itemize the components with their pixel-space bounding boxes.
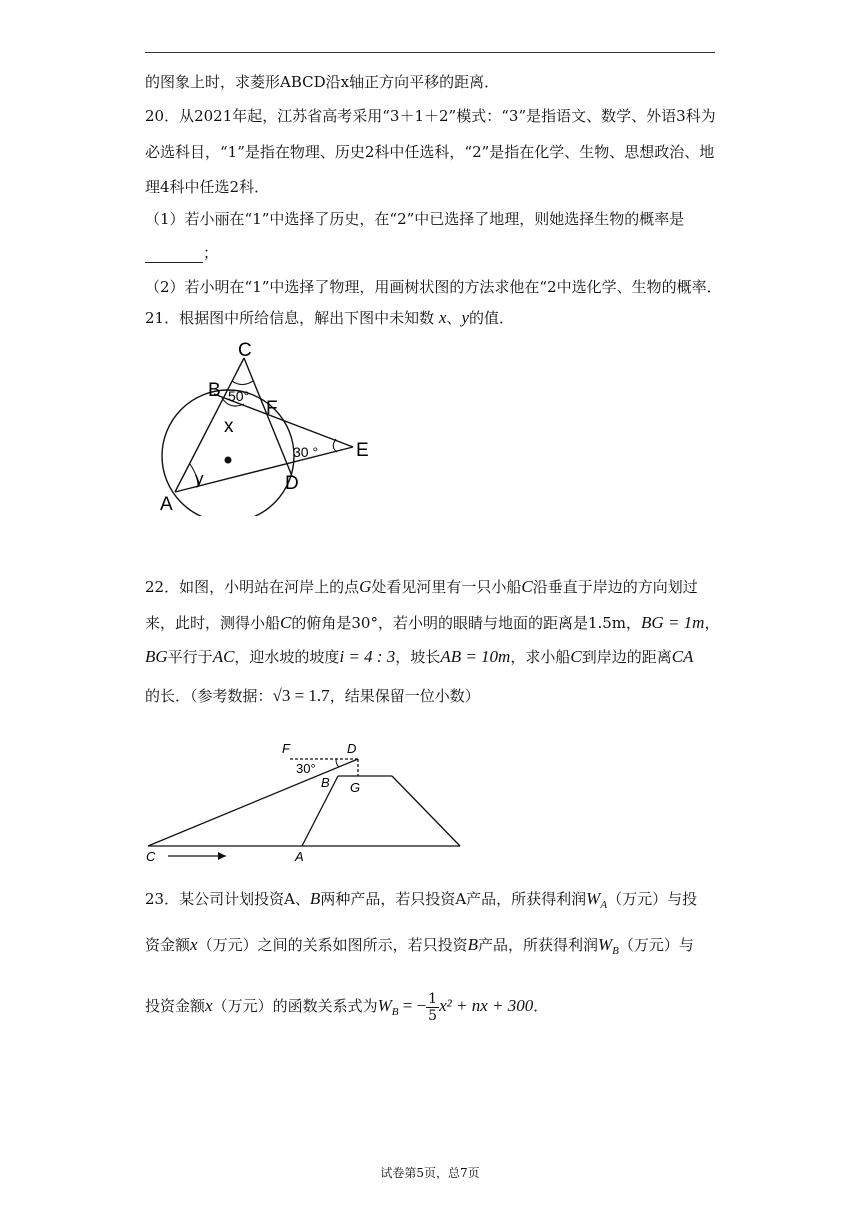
eq-part: = − (398, 996, 427, 1015)
var-B: B (309, 889, 321, 908)
fraction-one-fifth (426, 991, 439, 1024)
header-rule (145, 52, 715, 53)
eq-BG: BG = 1m (641, 613, 705, 632)
answer-blank[interactable] (145, 248, 203, 263)
sub-A: A (600, 899, 608, 911)
eq-AB: AB = 10m (440, 647, 511, 666)
q21-text-end: 的值． (468, 309, 514, 327)
q21-line (145, 308, 514, 328)
t: ，结果保留一位小数） (329, 687, 480, 705)
q22-line-4 (145, 686, 480, 706)
var-C: C (570, 647, 582, 666)
t: ，迎水坡的坡度 (234, 648, 340, 666)
line-AC (175, 358, 244, 492)
var-x: x (205, 996, 213, 1015)
t: 的俯角是30°，若小明的眼睛与地面的距离是1.5m， (291, 614, 642, 632)
var-W: W (597, 935, 613, 954)
t: （万元）与投 (607, 890, 698, 908)
label-E: E (356, 440, 369, 461)
punct: ； (203, 244, 219, 262)
q21-text: 21．根据图中所给信息，解出下图中未知数 (145, 309, 435, 327)
label-F: F (266, 398, 278, 419)
q20-part-2: （2）若小明在“1”中选择了物理，用画树状图的方法求他在“2中选化学、生物的概率． (145, 278, 722, 296)
label-F: F (282, 741, 290, 756)
t: 到岸边的距离 (581, 648, 672, 666)
var-BG: BG (145, 647, 168, 666)
t: 22．如图，小明站在河岸上的点 (145, 578, 360, 596)
sub-B: B (391, 1006, 399, 1018)
t: ， (704, 614, 720, 632)
var-x: x (438, 308, 447, 327)
t: ，求小船 (510, 648, 571, 666)
label-D: D (285, 473, 299, 494)
eq-sqrt3: √3 = 1.7 (272, 686, 330, 705)
eq-part: x² + nx + 300 (439, 996, 534, 1015)
q20-line-3: 理4科中任选2科． (145, 178, 270, 196)
q20-line-1: 20．从2021年起，江苏省高考采用“3＋1＋2”模式：“3”是指语文、数学、外语3科为 (145, 107, 716, 125)
var-B: B (467, 935, 478, 954)
t: 两种产品，若只投资A产品，所获得利润 (320, 890, 587, 908)
t: ． (533, 997, 549, 1015)
t: 投资金额 (145, 997, 206, 1015)
sight-line-CD (148, 759, 361, 846)
q22-embankment-figure (140, 735, 470, 865)
sep: 、 (446, 309, 462, 327)
t: （万元）的函数关系式为 (212, 997, 378, 1015)
var-C: C (280, 613, 292, 632)
numerator: 1 (428, 990, 438, 1007)
t: 产品，所获得利润 (477, 936, 598, 954)
label-y: y (195, 469, 204, 488)
label-B: B (321, 775, 330, 790)
q22-line-3 (145, 647, 693, 667)
label-30: 30 ° (293, 444, 319, 460)
t: 资金额 (145, 936, 191, 954)
back-slope (392, 776, 460, 846)
t: 平行于 (167, 648, 213, 666)
q20-part-1: （1）若小丽在“1”中选择了历史，在“2”中已选择了地理，则她选择生物的概率是 (145, 210, 685, 228)
label-A: A (160, 494, 173, 515)
t: （万元）之间的关系如图所示，若只投资 (197, 936, 468, 954)
t: 23．某公司计划投资A、 (145, 890, 310, 908)
var-W: W (586, 889, 601, 908)
t: 处看见河里有一只小船 (371, 578, 522, 596)
label-G: G (350, 780, 361, 795)
angle-C-arc (232, 381, 253, 385)
eq-slope: i = 4 : 3 (339, 647, 396, 666)
label-A: A (295, 849, 304, 864)
label-x: x (224, 416, 234, 437)
t: ，坡长 (395, 648, 441, 666)
q22-line-1 (145, 577, 698, 597)
t: 沿垂直于岸边的方向划过 (532, 578, 698, 596)
q20-part-1-blank-line (145, 243, 218, 263)
t: 的长．（参考数据： (145, 687, 273, 705)
q21-circle-figure (150, 336, 390, 516)
var-W: W (377, 996, 392, 1015)
var-G: G (359, 577, 372, 596)
label-C: C (146, 849, 156, 864)
denominator: 5 (428, 1007, 438, 1024)
label-50: 50° (228, 388, 250, 404)
q23-line-3 (145, 986, 548, 1032)
page-footer: 试卷第5页，总7页 (380, 1166, 480, 1180)
center-dot (225, 457, 232, 464)
var-AC: AC (212, 647, 235, 666)
q20-line-2: 必选科目，“1”是指在物理、历史2科中任选科，“2”是指在化学、生物、思想政治、地 (145, 143, 715, 161)
label-D: D (347, 741, 357, 756)
q22-line-2 (145, 613, 719, 633)
sub-B: B (612, 945, 619, 957)
var-C: C (521, 577, 533, 596)
q23-line-1 (145, 889, 697, 915)
var-CA: CA (671, 647, 694, 666)
label-30: 30° (296, 761, 316, 776)
angle-30-arc (336, 759, 339, 767)
q23-line-2 (145, 935, 694, 961)
slope-AB (302, 776, 338, 846)
label-C: C (238, 340, 252, 361)
t: 来，此时，测得小船 (145, 614, 281, 632)
var-y: y (461, 308, 469, 327)
arrow-head-icon (218, 852, 226, 860)
t: （万元）与 (618, 936, 694, 954)
label-B: B (208, 380, 221, 401)
line-q19-end: 的图象上时，求菱形ABCD沿x轴正方向平移的距离． (145, 73, 500, 91)
var-x: x (190, 935, 198, 954)
